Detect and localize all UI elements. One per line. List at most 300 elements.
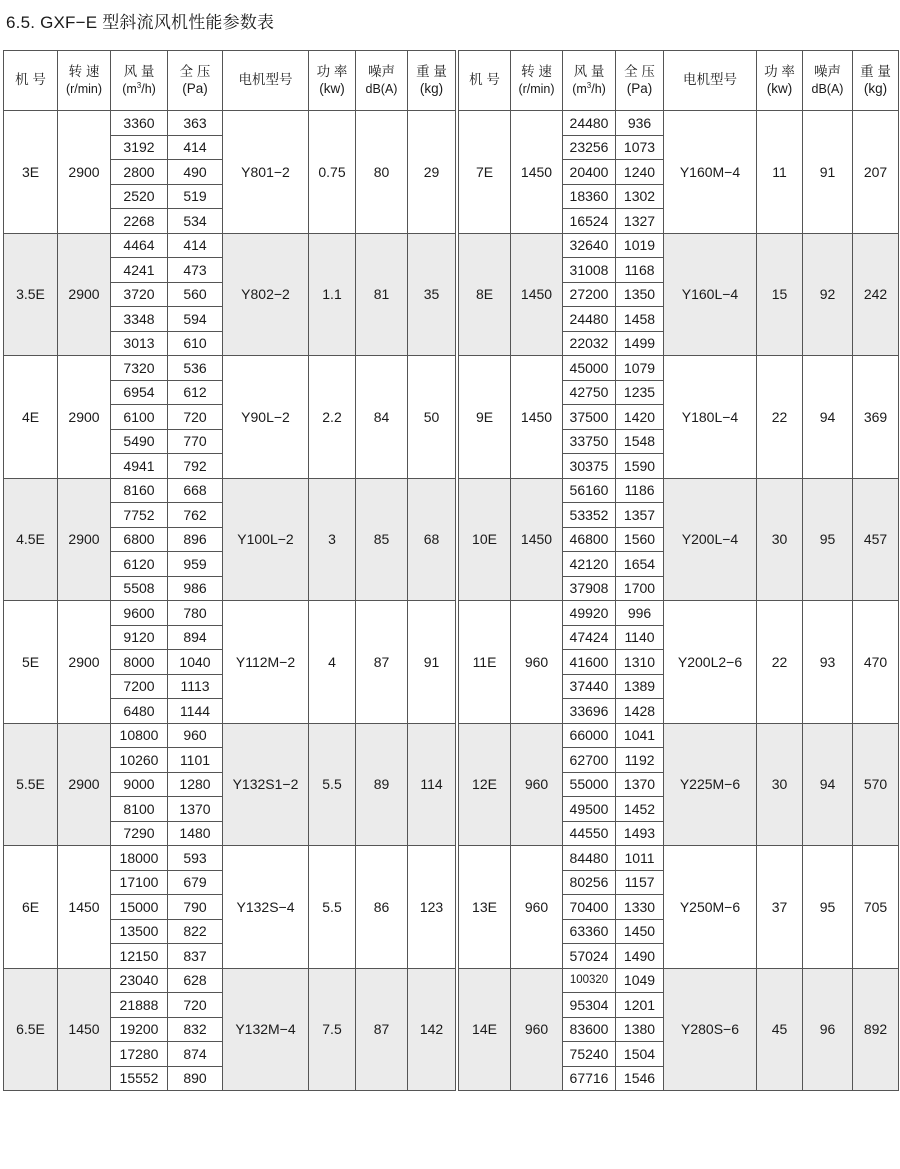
header-pressure-line: 全 压 [624,63,655,79]
flow-cell: 95304 [563,993,616,1018]
flow-cell: 55000 [563,772,616,797]
header-speed-line: 转 速 [521,63,552,79]
pressure-cell: 1144 [168,699,223,724]
pressure-cell: 1327 [616,209,664,234]
speed-cell: 2900 [58,111,111,234]
flow-cell: 75240 [563,1042,616,1067]
flow-cell: 37440 [563,674,616,699]
model-cell: 5E [4,601,58,724]
pressure-cell: 1380 [616,1017,664,1042]
power-cell: 11 [757,111,803,234]
pressure-cell: 770 [168,429,223,454]
header-weight-line: 重 量 [416,63,447,79]
weight-cell: 29 [408,111,456,234]
noise-cell: 95 [803,846,853,969]
flow-cell: 4241 [111,258,168,283]
header-noise [356,51,408,111]
model-cell: 4.5E [4,478,58,601]
power-cell: 1.1 [309,233,356,356]
pressure-cell: 1452 [616,797,664,822]
power-cell: 5.5 [309,846,356,969]
speed-cell: 2900 [58,601,111,724]
flow-cell: 5508 [111,576,168,601]
weight-cell: 142 [408,968,456,1091]
motor-cell: Y225M−6 [664,723,757,846]
header-flow-unit-sup: 3 [586,80,592,90]
table-row [4,601,456,626]
weight-cell: 369 [853,356,899,479]
page-title: 6.5. GXF−E 型斜流风机性能参数表 [6,13,275,32]
flow-cell: 31008 [563,258,616,283]
power-cell: 4 [309,601,356,724]
flow-cell: 42750 [563,380,616,405]
header-model-line: 机 号 [15,72,46,88]
pressure-cell: 1049 [616,968,664,993]
noise-cell: 95 [803,478,853,601]
model-cell: 12E [459,723,511,846]
motor-cell: Y280S−6 [664,968,757,1091]
header-noise-line: dB(A) [811,81,844,96]
pressure-cell: 414 [168,135,223,160]
table-row [459,723,899,748]
header-speed [511,51,563,111]
pressure-cell: 1310 [616,650,664,675]
power-cell: 2.2 [309,356,356,479]
flow-cell: 16524 [563,209,616,234]
motor-cell: Y802−2 [223,233,309,356]
pressure-cell: 986 [168,576,223,601]
table-row [459,111,899,136]
flow-cell: 24480 [563,111,616,136]
pressure-cell: 1504 [616,1042,664,1067]
header-flow-unit-a: (m [572,81,587,96]
power-cell: 30 [757,478,803,601]
motor-cell: Y200L2−6 [664,601,757,724]
flow-cell: 22032 [563,331,616,356]
speed-cell: 960 [511,601,563,724]
noise-cell: 93 [803,601,853,724]
pressure-cell: 1560 [616,527,664,552]
pressure-cell: 1450 [616,919,664,944]
table-row [459,356,899,381]
pressure-cell: 1357 [616,503,664,528]
power-cell: 3 [309,478,356,601]
flow-cell: 6120 [111,552,168,577]
header-weight [853,51,899,111]
flow-cell: 6480 [111,699,168,724]
header-noise-line: 噪声 [814,63,841,79]
motor-cell: Y132M−4 [223,968,309,1091]
pressure-cell: 1302 [616,184,664,209]
motor-cell: Y160M−4 [664,111,757,234]
table-row [459,478,899,503]
header-speed-line: (r/min) [518,81,555,96]
flow-cell: 37908 [563,576,616,601]
pressure-cell: 1240 [616,160,664,185]
pressure-cell: 1040 [168,650,223,675]
header-power [757,51,803,111]
flow-cell: 18360 [563,184,616,209]
pressure-cell: 1041 [616,723,664,748]
flow-cell: 4464 [111,233,168,258]
pressure-cell: 1590 [616,454,664,479]
speed-cell: 2900 [58,356,111,479]
pressure-cell: 1157 [616,870,664,895]
flow-cell: 8100 [111,797,168,822]
flow-cell: 12150 [111,944,168,969]
pressure-cell: 959 [168,552,223,577]
pressure-cell: 1370 [616,772,664,797]
flow-cell: 46800 [563,527,616,552]
header-weight-line: 重 量 [860,63,891,79]
flow-cell: 19200 [111,1017,168,1042]
flow-cell: 13500 [111,919,168,944]
flow-cell: 44550 [563,821,616,846]
header-flow-unit-b: /h) [591,81,606,96]
flow-cell: 15552 [111,1066,168,1091]
motor-cell: Y112M−2 [223,601,309,724]
model-cell: 13E [459,846,511,969]
weight-cell: 123 [408,846,456,969]
header-weight-line: (kg) [419,80,444,96]
flow-cell: 3013 [111,331,168,356]
flow-cell: 6800 [111,527,168,552]
pressure-cell: 720 [168,993,223,1018]
header-pressure [168,51,223,111]
power-cell: 22 [757,601,803,724]
motor-cell: Y250M−6 [664,846,757,969]
flow-cell: 3360 [111,111,168,136]
flow-cell: 9120 [111,625,168,650]
motor-cell: Y180L−4 [664,356,757,479]
table-row [459,601,899,626]
pressure-cell: 1370 [168,797,223,822]
flow-cell: 30375 [563,454,616,479]
header-speed [58,51,111,111]
pressure-cell: 1654 [616,552,664,577]
flow-cell: 17100 [111,870,168,895]
motor-cell: Y801−2 [223,111,309,234]
weight-cell: 68 [408,478,456,601]
header-noise-line: 噪声 [368,63,395,79]
pressure-cell: 1235 [616,380,664,405]
power-cell: 45 [757,968,803,1091]
table-row [4,478,456,503]
header-flow [111,51,168,111]
pressure-cell: 628 [168,968,223,993]
pressure-cell: 1140 [616,625,664,650]
pressure-cell: 1420 [616,405,664,430]
flow-cell: 47424 [563,625,616,650]
header-speed-line: 转 速 [68,63,100,79]
header-model-line: 机 号 [469,72,500,88]
header-pressure-line: 全 压 [179,63,211,79]
flow-cell: 15000 [111,895,168,920]
header-motor [223,51,309,111]
flow-cell: 27200 [563,282,616,307]
power-cell: 30 [757,723,803,846]
model-cell: 6.5E [4,968,58,1091]
pressure-cell: 894 [168,625,223,650]
flow-cell: 17280 [111,1042,168,1067]
flow-cell: 6100 [111,405,168,430]
flow-cell: 84480 [563,846,616,871]
noise-cell: 85 [356,478,408,601]
noise-cell: 92 [803,233,853,356]
weight-cell: 470 [853,601,899,724]
header-power-line: 功 率 [316,63,348,79]
flow-cell: 23040 [111,968,168,993]
header-noise [803,51,853,111]
flow-cell: 80256 [563,870,616,895]
flow-cell: 100320 [563,968,616,993]
table-row [459,233,899,258]
pressure-cell: 890 [168,1066,223,1091]
table-row [4,111,456,136]
pressure-cell: 1101 [168,748,223,773]
table-row [4,846,456,871]
pressure-cell: 996 [616,601,664,626]
flow-cell: 3348 [111,307,168,332]
flow-cell: 3720 [111,282,168,307]
flow-cell: 23256 [563,135,616,160]
flow-cell: 8160 [111,478,168,503]
pressure-cell: 960 [168,723,223,748]
noise-cell: 87 [356,968,408,1091]
model-cell: 7E [459,111,511,234]
flow-cell: 2520 [111,184,168,209]
pressure-cell: 612 [168,380,223,405]
weight-cell: 207 [853,111,899,234]
flow-cell: 32640 [563,233,616,258]
pressure-cell: 1458 [616,307,664,332]
weight-cell: 50 [408,356,456,479]
performance-table-left [3,50,456,1091]
flow-cell: 20400 [563,160,616,185]
flow-cell: 2268 [111,209,168,234]
pressure-cell: 594 [168,307,223,332]
header-flow-label: 风 量 [123,63,155,79]
power-cell: 7.5 [309,968,356,1091]
flow-cell: 70400 [563,895,616,920]
motor-cell: Y160L−4 [664,233,757,356]
pressure-cell: 536 [168,356,223,381]
header-power-line: 功 率 [764,63,795,79]
pressure-cell: 610 [168,331,223,356]
flow-cell: 7290 [111,821,168,846]
flow-cell: 57024 [563,944,616,969]
flow-cell: 67716 [563,1066,616,1091]
pressure-cell: 720 [168,405,223,430]
model-cell: 11E [459,601,511,724]
noise-cell: 84 [356,356,408,479]
weight-cell: 570 [853,723,899,846]
header-flow-unit [122,82,156,96]
pressure-cell: 1428 [616,699,664,724]
flow-cell: 24480 [563,307,616,332]
model-cell: 6E [4,846,58,969]
pressure-cell: 874 [168,1042,223,1067]
speed-cell: 1450 [511,356,563,479]
flow-cell: 7200 [111,674,168,699]
speed-cell: 960 [511,723,563,846]
pressure-cell: 822 [168,919,223,944]
flow-cell: 66000 [563,723,616,748]
header-flow-unit-a: (m [122,81,137,96]
pressure-cell: 1493 [616,821,664,846]
flow-cell: 10800 [111,723,168,748]
flow-cell: 4941 [111,454,168,479]
model-cell: 3.5E [4,233,58,356]
speed-cell: 1450 [511,111,563,234]
model-cell: 9E [459,356,511,479]
pressure-cell: 1186 [616,478,664,503]
noise-cell: 94 [803,723,853,846]
pressure-cell: 473 [168,258,223,283]
header-model [4,51,58,111]
header-motor-line: 电机型号 [683,72,737,88]
power-cell: 0.75 [309,111,356,234]
pressure-cell: 1201 [616,993,664,1018]
pressure-cell: 1019 [616,233,664,258]
pressure-cell: 1499 [616,331,664,356]
speed-cell: 960 [511,968,563,1091]
pressure-cell: 593 [168,846,223,871]
flow-cell: 3192 [111,135,168,160]
pressure-cell: 1350 [616,282,664,307]
weight-cell: 114 [408,723,456,846]
motor-cell: Y90L−2 [223,356,309,479]
pressure-cell: 1280 [168,772,223,797]
pressure-cell: 668 [168,478,223,503]
weight-cell: 892 [853,968,899,1091]
pressure-cell: 1700 [616,576,664,601]
model-cell: 8E [459,233,511,356]
header-row [4,51,456,111]
flow-cell: 6954 [111,380,168,405]
weight-cell: 457 [853,478,899,601]
noise-cell: 89 [356,723,408,846]
table-row [4,723,456,748]
header-pressure [616,51,664,111]
speed-cell: 1450 [511,233,563,356]
noise-cell: 81 [356,233,408,356]
header-model [459,51,511,111]
power-cell: 22 [757,356,803,479]
noise-cell: 94 [803,356,853,479]
pressure-cell: 790 [168,895,223,920]
pressure-cell: 1192 [616,748,664,773]
speed-cell: 1450 [511,478,563,601]
pressure-cell: 1011 [616,846,664,871]
pressure-cell: 414 [168,233,223,258]
weight-cell: 35 [408,233,456,356]
flow-cell: 53352 [563,503,616,528]
pressure-cell: 363 [168,111,223,136]
power-cell: 5.5 [309,723,356,846]
flow-cell: 7320 [111,356,168,381]
pressure-cell: 534 [168,209,223,234]
noise-cell: 80 [356,111,408,234]
pressure-cell: 1548 [616,429,664,454]
header-motor-line: 电机型号 [238,72,293,88]
header-speed-line: (r/min) [65,81,103,96]
pressure-cell: 762 [168,503,223,528]
flow-cell: 63360 [563,919,616,944]
noise-cell: 86 [356,846,408,969]
flow-cell: 2800 [111,160,168,185]
pressure-cell: 1389 [616,674,664,699]
weight-cell: 242 [853,233,899,356]
flow-cell: 18000 [111,846,168,871]
noise-cell: 91 [803,111,853,234]
noise-cell: 87 [356,601,408,724]
speed-cell: 1450 [58,968,111,1091]
header-weight [408,51,456,111]
pressure-cell: 1330 [616,895,664,920]
flow-cell: 49920 [563,601,616,626]
speed-cell: 2900 [58,478,111,601]
table-row [459,846,899,871]
flow-cell: 9600 [111,601,168,626]
weight-cell: 91 [408,601,456,724]
flow-cell: 45000 [563,356,616,381]
pressure-cell: 832 [168,1017,223,1042]
header-power [309,51,356,111]
header-row [459,51,899,111]
power-cell: 37 [757,846,803,969]
pressure-cell: 936 [616,111,664,136]
flow-cell: 42120 [563,552,616,577]
header-power-line: (kw) [766,80,793,96]
table-row [459,968,899,993]
speed-cell: 1450 [58,846,111,969]
performance-table-right [458,50,899,1091]
table-row [4,968,456,993]
pressure-cell: 1546 [616,1066,664,1091]
pressure-cell: 1168 [616,258,664,283]
noise-cell: 96 [803,968,853,1091]
flow-cell: 9000 [111,772,168,797]
pressure-cell: 1113 [168,674,223,699]
header-flow-unit [572,82,606,96]
pressure-cell: 780 [168,601,223,626]
flow-cell: 5490 [111,429,168,454]
motor-cell: Y200L−4 [664,478,757,601]
header-flow [563,51,616,111]
header-noise-line: dB(A) [365,81,398,96]
header-pressure-line: (Pa) [182,80,208,96]
model-cell: 10E [459,478,511,601]
flow-cell: 10260 [111,748,168,773]
pressure-cell: 896 [168,527,223,552]
model-cell: 3E [4,111,58,234]
speed-cell: 960 [511,846,563,969]
pressure-cell: 490 [168,160,223,185]
model-cell: 5.5E [4,723,58,846]
speed-cell: 2900 [58,233,111,356]
flow-cell: 41600 [563,650,616,675]
header-power-line: (kw) [319,80,345,96]
pressure-cell: 1490 [616,944,664,969]
pressure-cell: 679 [168,870,223,895]
table-row [4,233,456,258]
flow-cell: 8000 [111,650,168,675]
flow-cell: 33750 [563,429,616,454]
pressure-cell: 792 [168,454,223,479]
weight-cell: 705 [853,846,899,969]
flow-cell: 21888 [111,993,168,1018]
